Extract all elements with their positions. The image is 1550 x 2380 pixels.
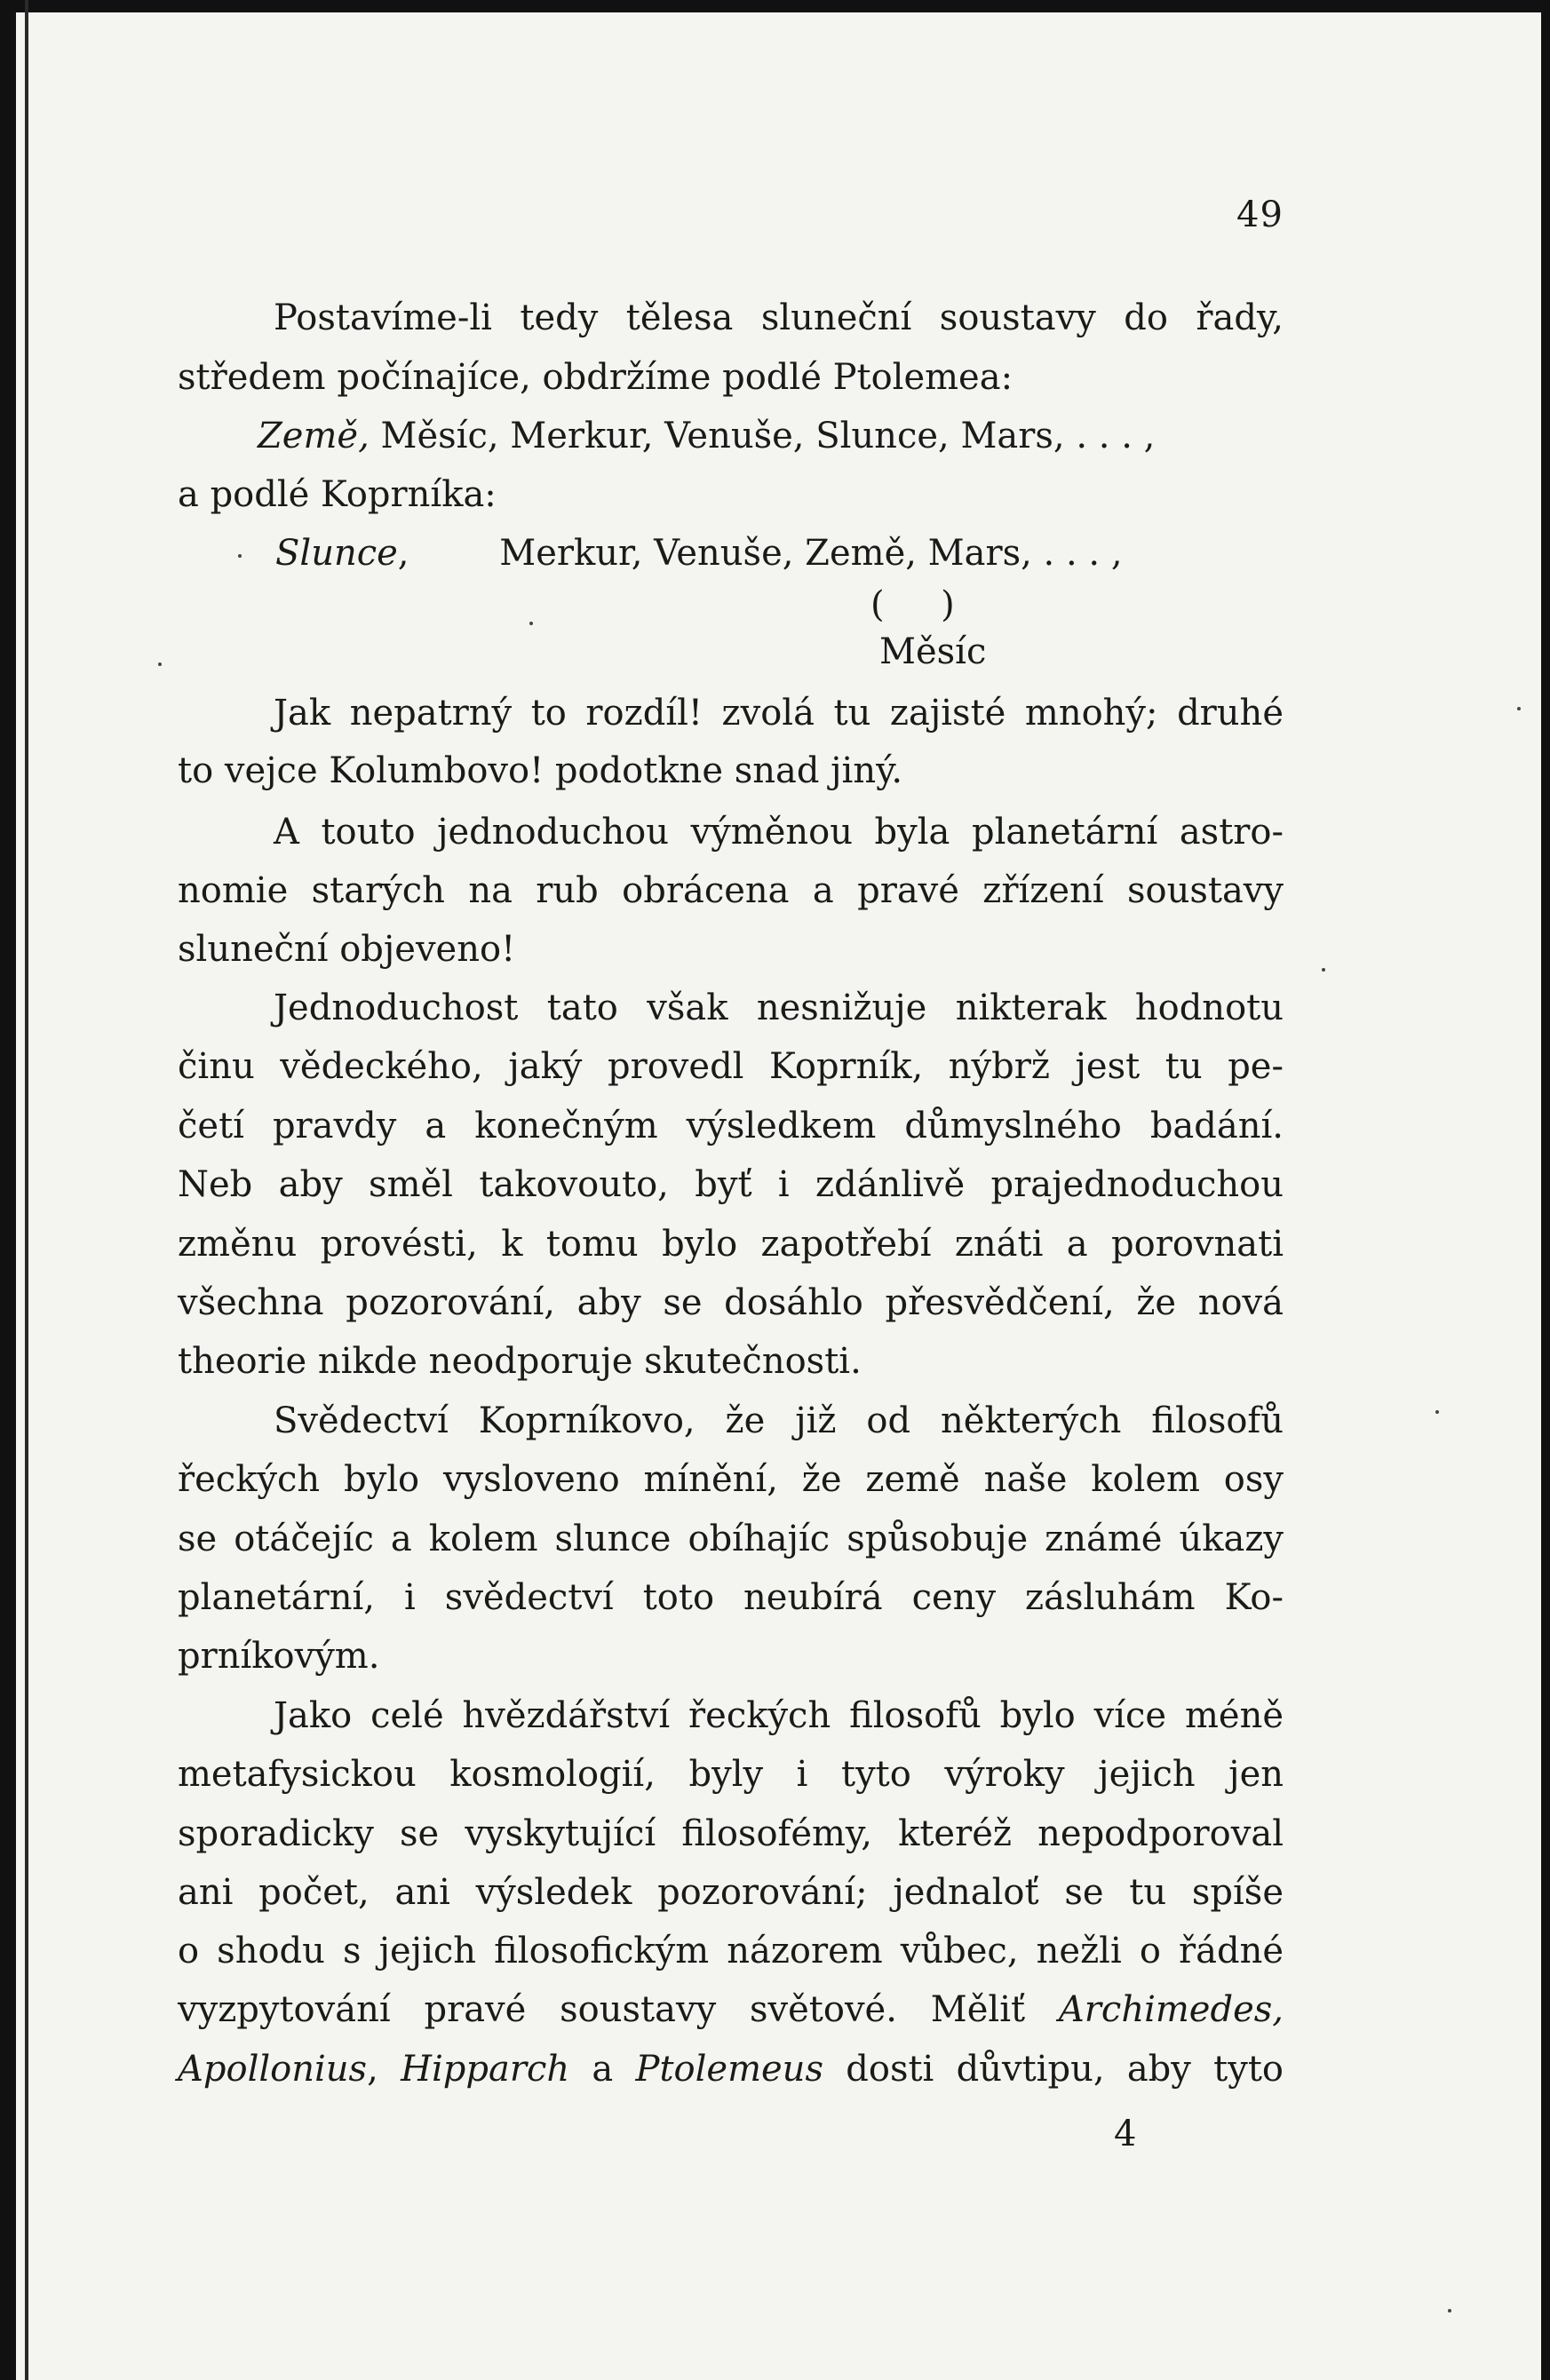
ink-speck [238,554,242,558]
text-line: ani počet, ani výsledek pozorování; jednaloť se tu spíše [178,1872,1284,1913]
ink-speck [1517,707,1521,710]
text-line: se otáčejíc a kolem slunce obíhajíc spůsobuje známé úkazy [178,1519,1284,1559]
text-span: vyzpytování pravé soustavy světové. Měliť [178,1989,1059,2030]
text-line: nomie starých na rub obrácena a pravé zřízení soustavy [178,870,1284,911]
name-apollonius: Apollonius [178,2049,368,2090]
name-hipparch: Hipparch [401,2049,570,2090]
ink-speck [1322,968,1325,972]
text-line: prníkovým. [178,1636,380,1677]
text-span: a [569,2049,636,2090]
text-line-mixed [178,2047,1284,2091]
text-line: planetární, i svědectví toto neubírá ceny zásluhám Ko- [178,1577,1284,1618]
ptolemy-order [258,414,1155,458]
text-line: A touto jednoduchou výměnou byla planetární astro- [274,812,1284,853]
text-line: Svědectví Koprníkovo, že již od některých filosofů [274,1400,1284,1441]
ink-speck [158,662,162,666]
scan-border-line [25,0,28,2380]
text-line: Postavíme-li tedy tělesa sluneční soustavy do řady, [274,298,1284,338]
copernicus-order-rest: , Merkur, Venuše, Země, Mars, . . . , [397,533,1123,574]
text-span: , [367,2049,401,2090]
text-line: Jako celé hvězdářství řeckých filosofů bylo více méně [274,1695,1284,1736]
text-line: středem počínajíce, obdržíme podlé Ptolemea: [178,357,1013,398]
scan-border-right [1541,0,1550,2380]
text-line: četí pravdy a konečným výsledkem důmyslného badání. [178,1106,1284,1146]
ptolemy-order-rest: Měsíc, Merkur, Venuše, Slunce, Mars, . . . , [369,416,1156,456]
text-line: metafysickou kosmologií, byly i tyto výroky jejich jen [178,1754,1284,1795]
copernicus-order [275,531,1123,575]
text-line-mixed [178,1987,1284,2032]
scan-border-left [0,0,16,2380]
name-archimedes: Archimedes, [1058,1989,1284,2030]
text-line: Jak nepatrný to rozdíl! zvolá tu zajisté mnohý; druhé [274,693,1284,734]
page-number: 49 [1236,194,1284,235]
ink-speck [1448,2309,1451,2313]
moon-parenthesis: ( ) [870,584,955,625]
signature-mark: 4 [1114,2114,1137,2154]
text-line: theorie nikde neodporuje skutečnosti. [178,1341,862,1382]
text-line: řeckých bylo vysloveno mínění, že země naše kolem osy [178,1459,1284,1500]
earth-label: Země, [258,416,370,456]
text-line: to vejce Kolumbovo! podotkne snad jiný. [178,750,903,791]
text-line: a podlé Koprníka: [178,474,497,515]
ink-speck [529,622,533,625]
text-line: činu vědeckého, jaký provedl Koprník, nýbrž jest tu pe- [178,1046,1284,1087]
text-line: sporadicky se vyskytující filosofémy, kteréž nepodporoval [178,1813,1284,1854]
text-line: Neb aby směl takovouto, byť i zdánlivě prajednoduchou [178,1164,1284,1205]
scan-border-top [0,0,1550,12]
text-span: dosti důvtipu, aby tyto [823,2049,1284,2090]
text-line: o shodu s jejich filosofickým názorem vůbec, nežli o řádné [178,1931,1284,1971]
text-line: sluneční objeveno! [178,929,516,970]
text-line: všechna pozorování, aby se dosáhlo přesvědčení, že nová [178,1282,1284,1323]
text-line: změnu provésti, k tomu bylo zapotřebí znáti a porovnati [178,1224,1284,1265]
sun-label: Slunce [275,533,398,574]
moon-label: Měsíc [879,631,987,672]
name-ptolemeus: Ptolemeus [635,2049,823,2090]
ink-speck [1435,1410,1439,1414]
text-line: Jednoduchost tato však nesnižuje nikterak hodnotu [274,988,1284,1028]
